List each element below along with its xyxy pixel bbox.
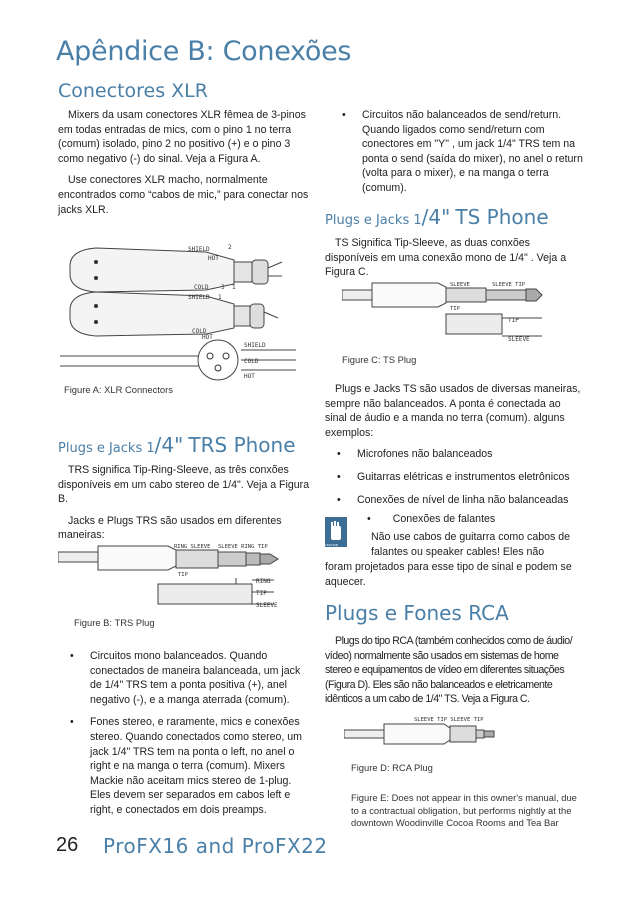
trs-top-label-right: SLEEVE RING TIP: [218, 544, 268, 550]
xlr-label-hot-2: HOT: [202, 334, 213, 341]
section-heading-rca: Plugs e Fones RCA: [325, 601, 509, 625]
trs-heading-fraction: /4": [154, 433, 184, 457]
trs-bullet-1: • Circuitos mono balanceados. Quando conectados de maneira balanceada, um jack de 1/4" TRS tem a ponta positiva (+), anel negativo (-), e a manga aterrada (comum).: [58, 649, 314, 707]
rca-paragraph: Plugs do tipo RCA (também conhecidos como de áudio/ vídeo) normalmente são usados em sistemas de home stereo e equipamentos de vídeo em diferentes situações (Figura D). Eles são não balanceados e eletricamente idênticos a um cabo de 1/4" TS. Veja a Figura C.: [325, 635, 573, 706]
xlr-label-shield-2: SHIELD: [188, 294, 210, 301]
xlr-label-hot-3: HOT: [244, 373, 255, 380]
caution-text-1: Não use cabos de guitarra como cabos de falantes ou speaker cables! Eles não: [371, 531, 571, 558]
ts-label-tip: TIP: [508, 317, 519, 324]
figure-c-ts-diagram: [342, 278, 582, 348]
sub-bullet-text: Conexões de falantes: [392, 513, 496, 525]
page-title: Apêndice B: Conexões: [56, 36, 352, 67]
ts-heading-fraction: /4": [421, 205, 451, 229]
xlr-label-2: 2: [228, 244, 232, 251]
xlr-label-cold: COLD: [194, 284, 209, 291]
trs-top-label-left: RING SLEEVE: [174, 544, 211, 550]
trs-paragraph-2: Jacks e Plugs TRS são usados em diferentes maneiras:: [58, 514, 282, 542]
figure-b-trs-diagram: [58, 540, 316, 620]
section-heading-xlr: Conectores XLR: [58, 80, 208, 102]
trs-bullet-2: • Fones stereo, e raramente, mics e conexões stereo. Quando conectados como stereo, um jack 1/4" TRS tem na ponta o left, no anel o right e na manga o terra (comum). Mixers Mackie não aceitam mics stereo de 1-plug. Eles devem ser separados em cabos left e right, e conectados em dois preamps.: [58, 715, 314, 817]
xlr-paragraph-1: Mixers da usam conectores XLR fêmea de 3-pinos em todas entradas de mics, com o pino 1 no terra (comum) isolado, pino 2 no positivo (+) e o pino 3 como negativo (-) do sinal. Veja a Figura A.: [58, 109, 306, 165]
xlr-label-hot: HOT: [208, 255, 219, 262]
ts-bullet-3: • Conexões de nível de linha não balanceadas: [325, 493, 583, 508]
section-heading-trs: [58, 433, 296, 457]
trs-label-sleeve: SLEEVE: [256, 602, 278, 609]
figure-a-caption: Figure A: XLR Connectors: [64, 384, 173, 395]
xlr-label-1b: 1: [218, 294, 222, 301]
figure-a-xlr-diagram: [56, 232, 318, 382]
ts-bullet-1: • Microfones não balanceados: [325, 447, 583, 462]
ts-text-2: [325, 382, 583, 515]
trs-text: [58, 463, 312, 550]
xlr-paragraph-2: Use conectores XLR macho, normalmente encontrados como “cabos de mic,” para conectar nos jacks XLR.: [58, 174, 309, 216]
figure-d-caption: Figure D: RCA Plug: [351, 762, 433, 773]
xlr-label-shield: SHIELD: [188, 246, 210, 253]
trs-label-ring: RING: [256, 578, 271, 585]
figure-b-caption: Figure B: TRS Plug: [74, 617, 155, 628]
section-heading-ts: [325, 205, 549, 229]
ts-paragraph-1: TS Significa Tip-Sleeve, as duas conxões disponíveis em uma conexão mono de 1/4" . Veja a Figura C.: [325, 237, 567, 279]
xlr-text: [58, 108, 310, 224]
trs-bullets: [58, 649, 314, 826]
caution-text-2: foram projetados para esse tipo de sinal e podem se aquecer.: [325, 561, 572, 588]
trs-heading-title: TRS Phone: [188, 433, 296, 457]
xlr-label-1: 1: [232, 284, 236, 291]
hand-stop-icon: [325, 517, 347, 547]
ts-heading-prefix: Plugs e Jacks 1: [325, 213, 422, 228]
ts-paragraph-2: Plugs e Jacks TS são usados de diversas maneiras, sempre não balanceados. A ponta é conectada ao sinal de áudio e a manda no terra (comum). alguns exemplos:: [325, 383, 581, 439]
rca-top-label: SLEEVE TIP SLEEVE TIP: [414, 717, 484, 723]
xlr-label-3: 3: [221, 284, 225, 291]
ts-label-sleeve: SLEEVE: [508, 336, 530, 343]
ts-bullet-2: • Guitarras elétricas e instrumentos eletrônicos: [325, 470, 583, 485]
ts-label-tip-small: TIP: [450, 306, 460, 312]
trs-paragraph-1: TRS significa Tip-Ring-Sleeve, as três conxões disponíveis em um cabo stereo de 1/4". Veja a Figura B.: [58, 464, 310, 506]
send-return-bullet: • Circuitos não balanceados de send/return. Quando ligados como send/return com conectores em "Y" , um jack 1/4" TRS tem na ponta o send (saída do mixer), no anel o return (volta para o mixer), e na manga o terra (comum).: [330, 108, 586, 196]
xlr-label-shield-3: SHIELD: [244, 342, 266, 349]
right-top-bullets: [330, 108, 586, 204]
figure-d-rca-diagram: [344, 712, 584, 754]
xlr-label-cold-3: COLD: [244, 358, 259, 365]
trs-label-tip-small: TIP: [178, 572, 188, 578]
trs-label-tip: TIP: [256, 590, 267, 597]
page-number: 26: [56, 834, 79, 856]
figure-c-caption: Figure C: TS Plug: [342, 354, 417, 365]
figure-e-caption: Figure E: Does not appear in this owner's manual, due to a contractual obligation, but performs nightly at the downtown Woodinville Cocoa Rooms and Tea Bar: [351, 792, 577, 828]
caution-icon: [325, 517, 347, 547]
sub-bullet: • Conexões de falantes: [367, 513, 496, 525]
ts-top-label-left: SLEEVE: [450, 282, 470, 288]
caution-icon-label: CAUTION: [325, 543, 338, 547]
ts-heading-title: TS Phone: [455, 205, 549, 229]
trs-heading-prefix: Plugs e Jacks 1: [58, 441, 155, 456]
rca-text: [325, 634, 581, 714]
ts-top-label-right: SLEEVE TIP: [492, 282, 526, 288]
xlr-label-cold-2: COLD: [192, 328, 207, 335]
product-name: ProFX16 and ProFX22: [103, 834, 328, 858]
